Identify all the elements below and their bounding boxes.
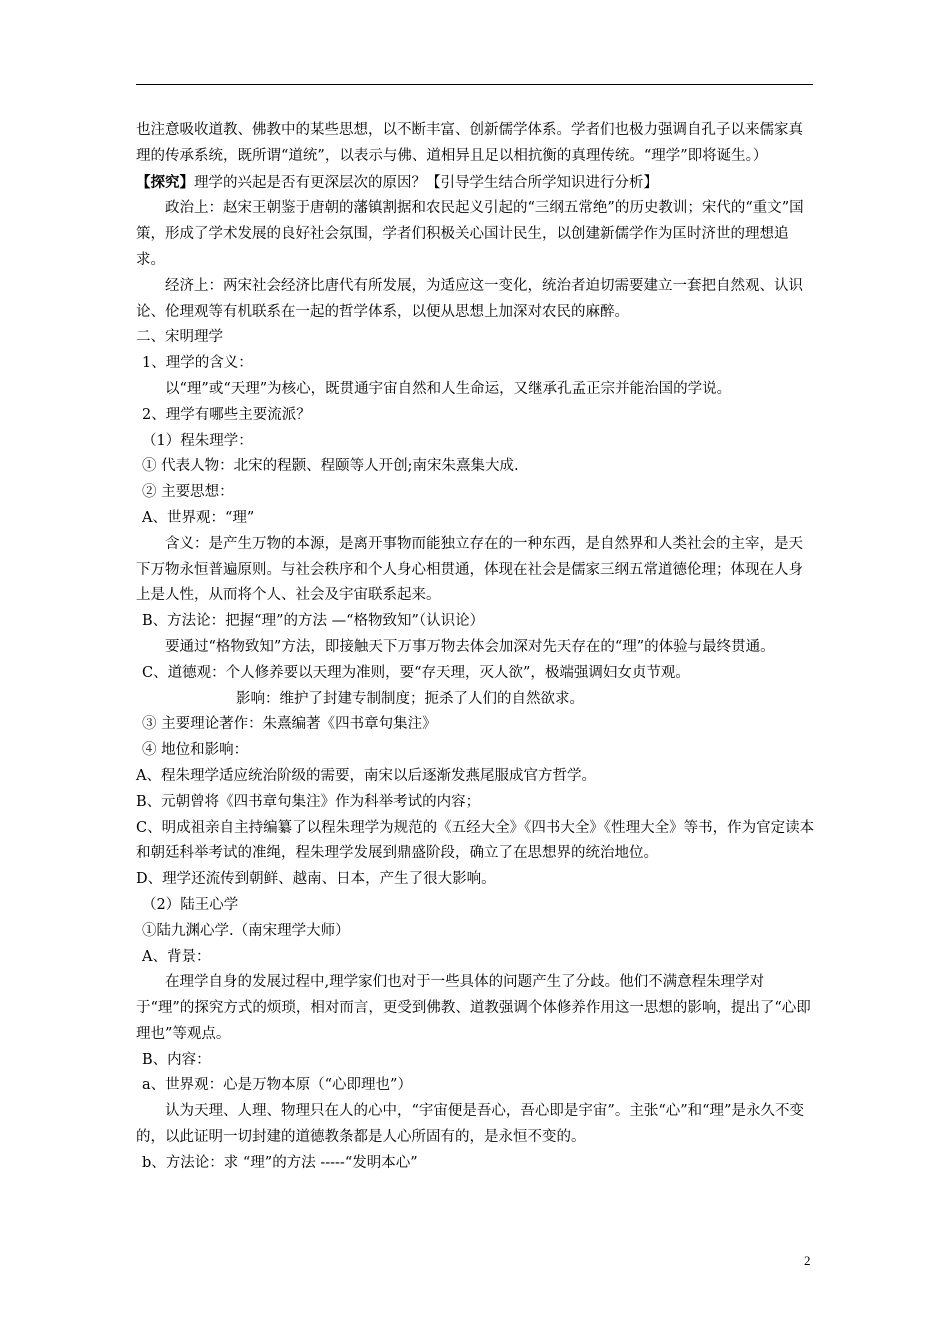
list-item: B、方法论：把握“理”的方法 —“格物致知”（认识论）	[142, 613, 485, 630]
document-body	[136, 118, 816, 1177]
paragraph: 经济上：两宋社会经济比唐代有所发展，为适应这一变化，统治者迫切需要建立一套把自然观、认识论、伦理观等有机联系在一起的哲学体系，以便从思想上加深对农民的麻醉。	[136, 277, 803, 320]
page-number: 2	[804, 1253, 811, 1268]
list-item: A、程朱理学适应统治阶级的需要，南宋以后逐渐发燕尾服成官方哲学。	[136, 767, 596, 784]
paragraph: 以“理”或“天理”为核心，既贯通宇宙自然和人生命运，又继承孔孟正宗并能治国的学说。	[165, 380, 732, 397]
list-item: ③ 主要理论著作：朱熹编著《四书章句集注》	[142, 716, 437, 733]
paragraph: 影响：维护了封建专制制度；扼杀了人们的自然欲求。	[236, 690, 584, 707]
list-item: C、明成祖亲自主持编纂了以程朱理学为规范的《五经大全》《四书大全》《性理大全》等书，作为官定读本和朝廷科举考试的准绳，程朱理学发展到鼎盛阶段，确立了在思想界的统治地位。	[136, 819, 815, 862]
subheading: 2、理学有哪些主要流派？	[142, 406, 311, 423]
list-item: a、世界观：心是万物本原（“心即理也”）	[142, 1077, 412, 1094]
list-item: b、方法论：求 “理”的方法 -----“发明本心”	[142, 1154, 418, 1171]
list-item: D、理学还流传到朝鲜、越南、日本，产生了很大影响。	[136, 871, 496, 888]
list-item: A、背景：	[142, 948, 211, 965]
subheading: （2）陆王心学	[142, 896, 239, 913]
section-heading: 二、宋明理学	[136, 329, 223, 346]
list-item: B、内容：	[142, 1051, 211, 1068]
header-rule	[136, 84, 813, 85]
list-item: C、道德观：个人修养要以天理为准则，要“存天理，灭人欲”，极端强调妇女贞节观。	[142, 664, 690, 681]
list-item: ① 代表人物：北宋的程颢、程颐等人开创;南宋朱熹集大成.	[142, 458, 519, 475]
subheading: 1、理学的含义：	[142, 355, 253, 372]
list-item: ①陆九渊心学.（南宋理学大师）	[142, 922, 350, 939]
paragraph: 在理学自身的发展过程中,理学家们也对于一些具体的问题产生了分歧。他们不满意程朱理学对于“理”的探究方式的烦琐，相对而言，更受到佛教、道教强调个体修养作用这一思想的影响，提出了“心即理也”等观点。	[136, 974, 811, 1042]
paragraph: 认为天理、人理、物理只在人的心中，“宇宙便是吾心，吾心即是宇宙”。主张“心”和“理”是永久不变的，以此证明一切封建的道德教条都是人心所固有的，是永恒不变的。	[136, 1103, 804, 1146]
list-item: ② 主要思想：	[142, 484, 234, 501]
paragraph: 政治上：赵宋王朝鉴于唐朝的藩镇割据和农民起义引起的“三纲五常绝”的历史教训；宋代的“重文”国策，形成了学术发展的良好社会氛围，学者们积极关心国计民生，以创建新儒学作为匡时济世的理想追求。	[136, 200, 804, 268]
list-item: A、世界观：“理”	[142, 509, 255, 526]
paragraph: 含义：是产生万物的本源，是离开事物而能独立存在的一种东西，是自然界和人类社会的主宰，是天下万物永恒普遍原则。与社会秩序和个人身心相贯通，体现在社会是儒家三纲五常道德伦理；体现在人身上是人性，从而将个人、社会及宇宙联系起来。	[136, 535, 803, 604]
explore-label: 【探究】	[136, 173, 194, 191]
list-item: ④ 地位和影响：	[142, 742, 249, 759]
list-item: B、元朝曾将《四书章句集注》作为科举考试的内容；	[136, 793, 481, 810]
paragraph: 也注意吸收道教、佛教中的某些思想，以不断丰富、创新儒学体系。学者们也极力强调自孔子以来儒家真理的传承系统，既所谓“道统”，以表示与佛、道相异且足以相抗衡的真理传统。“理学”即将诞生。）	[136, 122, 803, 164]
subheading: （1）程朱理学：	[142, 432, 253, 449]
explore-question: 理学的兴起是否有更深层次的原因？【引导学生结合所学知识进行分析】	[194, 174, 658, 191]
paragraph: 要通过“格物致知”方法，即接触天下万事万物去体会加深对先天存在的“理”的体验与最终贯通。	[165, 638, 775, 655]
explore-paragraph	[136, 170, 816, 197]
